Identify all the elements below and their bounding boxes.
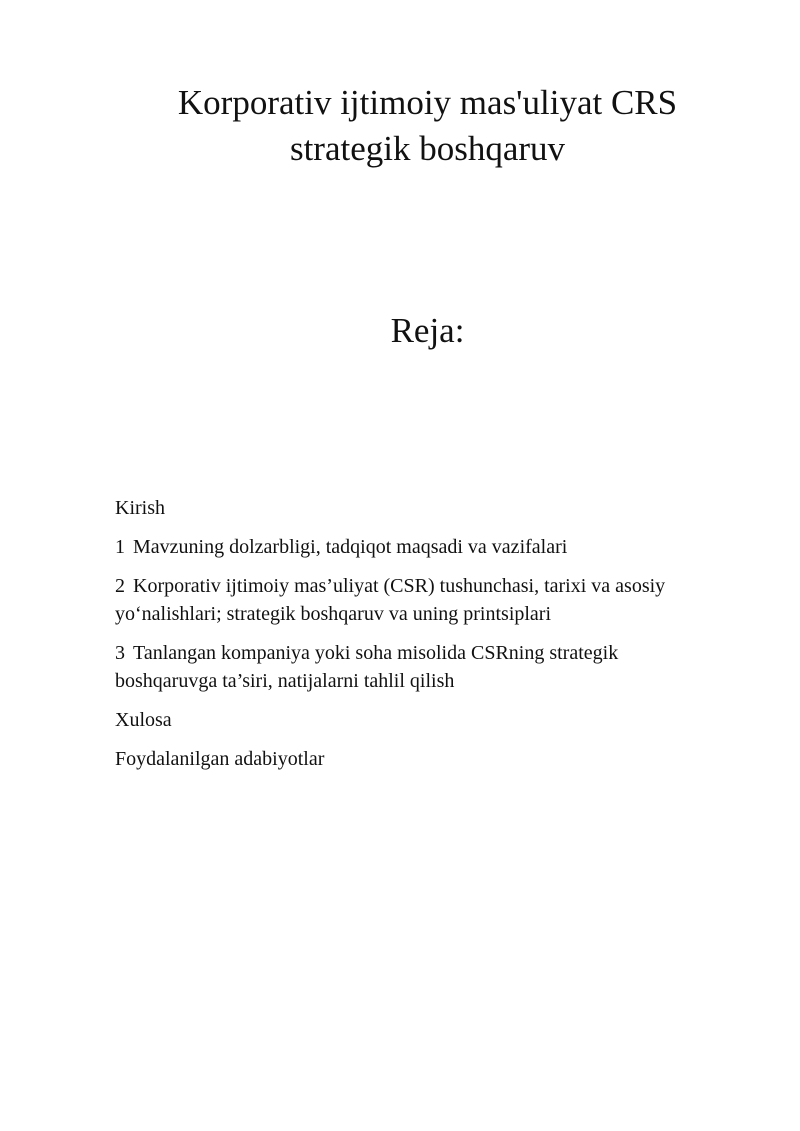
outline-item-number: 3 (115, 642, 125, 664)
outline-item-text: Foydalanilgan adabiyotlar (115, 748, 325, 770)
outline-item-number: 2 (115, 575, 125, 597)
outline-item-text: Xulosa (115, 709, 172, 731)
document-title-line-2: strategik boshqaruv (289, 129, 566, 168)
outline-item-3 (115, 639, 715, 695)
outline-item-text: Tanlangan kompaniya yoki soha misolida CSRning strategik boshqaruvga ta’siri, natijalarni tahlil qilish (115, 642, 619, 692)
outline-item-references (115, 745, 715, 773)
outline-item-2 (115, 572, 715, 628)
outline-item-conclusion (115, 706, 715, 734)
outline-item-number: 1 (115, 536, 125, 558)
plan-heading: Reja: (390, 311, 465, 350)
outline-item-text: Mavzuning dolzarbligi, tadqiqot maqsadi va vazifalari (133, 536, 568, 558)
outline-item-1 (115, 533, 715, 561)
plan-outline (115, 494, 715, 784)
outline-item-text: Korporativ ijtimoiy mas’uliyat (CSR) tushunchasi, tarixi va asosiy yo‘nalishlari; strategik boshqaruv va uning printsiplari (115, 575, 666, 625)
outline-item-text: Kirish (115, 497, 165, 519)
outline-item-introduction (115, 494, 715, 522)
document-title (120, 80, 735, 172)
document-title-line-1: Korporativ ijtimoiy mas'uliyat CRS (177, 83, 678, 122)
